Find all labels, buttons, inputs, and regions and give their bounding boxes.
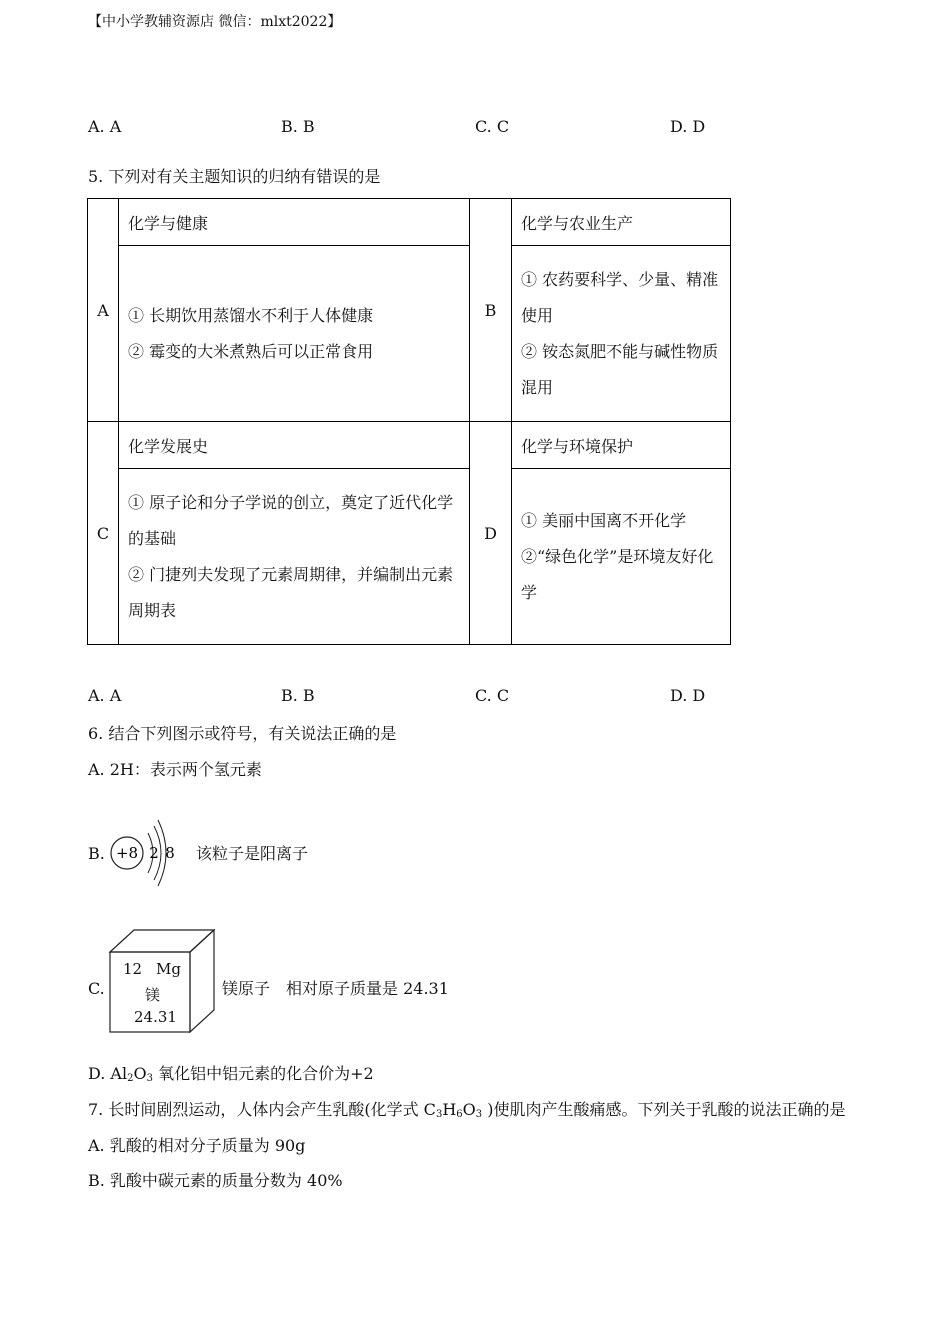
q5-option-a: A. A [88, 686, 122, 705]
element-atomic-number: 12 [123, 960, 143, 978]
row-d-content [512, 469, 731, 645]
q6-d-prefix: D. Al [88, 1064, 128, 1083]
q5-option-d: D. D [670, 686, 706, 705]
q5-option-c: C. C [475, 686, 510, 705]
row-c-line-1: ① 原子论和分子学说的创立，奠定了近代化学的基础 [128, 492, 454, 548]
q4-option-d: D. D [670, 117, 706, 136]
q5-stem: 5. 下列对有关主题知识的归纳有错误的是 [88, 167, 381, 186]
shell-2-electrons: 8 [165, 844, 175, 862]
q4-option-c: C. C [475, 117, 510, 136]
q6-d-o: O [133, 1064, 147, 1083]
q5-option-b: B. B [281, 686, 315, 705]
row-a-letter: A [88, 199, 119, 422]
row-b-title: 化学与农业生产 [512, 199, 731, 246]
q6-option-a: A. 2H：表示两个氢元素 [88, 760, 262, 779]
row-b-letter: B [470, 199, 512, 422]
row-c-content [119, 469, 470, 645]
row-b-line-1: ① 农药要科学、少量、精准使用 [521, 269, 719, 325]
q6-option-b-label: B. [88, 844, 105, 863]
row-a-title: 化学与健康 [119, 199, 470, 246]
q7-stem-a: 7. 长时间剧烈运动，人体内会产生乳酸(化学式 C [88, 1100, 436, 1119]
row-b-line-2: ② 铵态氮肥不能与碱性物质混用 [521, 341, 719, 397]
nucleus-charge: +8 [115, 844, 139, 862]
q7-option-a: A. 乳酸的相对分子质量为 90g [88, 1136, 306, 1155]
row-a-line-1: ① 长期饮用蒸馏水不利于人体健康 [128, 305, 374, 325]
atom-structure-diagram [108, 808, 188, 896]
q7-sub-c: 3 [435, 1109, 443, 1120]
q7-h: H [442, 1100, 457, 1119]
q7-stem [88, 1100, 845, 1121]
q4-option-b: B. B [281, 117, 315, 136]
row-c-title: 化学发展史 [119, 422, 470, 469]
row-a-content [119, 246, 470, 422]
q5-knowledge-table [87, 198, 731, 645]
q6-option-c-label: C. [88, 979, 105, 998]
q7-sub-h: 6 [456, 1109, 463, 1120]
cube-top-face [110, 930, 214, 952]
q4-option-a: A. A [88, 117, 122, 136]
row-b-content [512, 246, 731, 422]
q6-d-sub-o: 3 [146, 1073, 153, 1084]
q7-option-b: B. 乳酸中碳元素的质量分数为 40% [88, 1171, 343, 1190]
q6-d-suffix: 氧化铝中铝元素的化合价为+2 [152, 1064, 374, 1083]
q6-d-sub-al: 2 [127, 1073, 134, 1084]
row-d-line-2: ②“绿色化学”是环境友好化学 [521, 546, 714, 602]
q6-option-c-text: 镁原子 相对原子质量是 24.31 [222, 979, 449, 998]
row-d-letter: D [470, 422, 512, 645]
element-atomic-mass: 24.31 [134, 1008, 177, 1026]
row-c-letter: C [88, 422, 119, 645]
page-header: 【中小学教辅资源店 微信：mlxt2022】 [88, 14, 342, 30]
q6-option-b-text: 该粒子是阳离子 [196, 844, 309, 863]
q7-sub-o: 3 [475, 1109, 483, 1120]
element-symbol: Mg [156, 960, 181, 978]
q7-o: O [462, 1100, 476, 1119]
shell-1-electrons: 2 [149, 844, 159, 862]
q6-stem: 6. 结合下列图示或符号，有关说法正确的是 [88, 724, 397, 743]
row-a-line-2: ② 霉变的大米煮熟后可以正常食用 [128, 341, 374, 361]
row-d-line-1: ① 美丽中国离不开化学 [521, 510, 687, 530]
q6-option-d [88, 1064, 374, 1085]
cube-side-face [190, 930, 214, 1032]
q7-stem-b: )使肌肉产生酸痛感。下列关于乳酸的说法正确的是 [482, 1100, 846, 1119]
row-c-line-2: ② 门捷列夫发现了元素周期律，并编制出元素周期表 [128, 564, 454, 620]
row-d-title: 化学与环境保护 [512, 422, 731, 469]
element-name: 镁 [145, 986, 161, 1004]
